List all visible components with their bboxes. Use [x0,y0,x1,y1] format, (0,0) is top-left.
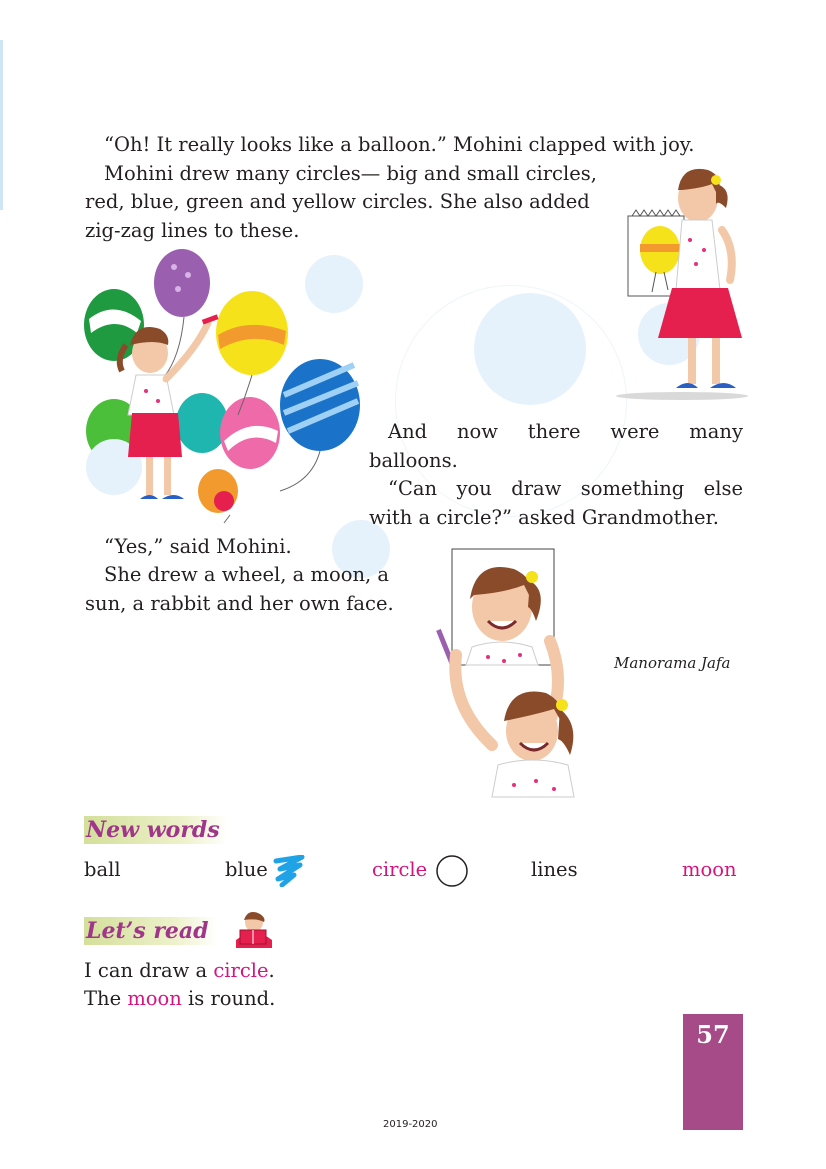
new-word-circle: circle [372,858,428,881]
lets-read-line-1 [84,959,275,982]
story-line: “Yes,” said Mohini. [104,535,292,558]
story-line: red, blue, green and yellow circles. She also added [85,190,590,213]
story-line: She drew a wheel, a moon, a [104,563,390,586]
story-line: zig-zag lines to these. [85,219,300,242]
story-line: sun, a rabbit and her own face. [85,592,394,615]
story-line: “Oh! It really looks like a balloon.” Mohini clapped with joy. [104,133,695,156]
blue-scribble-icon [272,855,306,887]
highlight-word: moon [127,987,182,1010]
girl-with-self-portrait-illustration [432,545,602,800]
story-line: “Can you draw something else [388,477,743,500]
girl-with-balloons-illustration [84,245,364,530]
story-line: And now there were many [388,420,743,443]
circle-icon [435,854,469,888]
sentence-text: I can draw a [84,959,214,982]
reading-girl-icon [230,910,276,950]
new-word-lines: lines [531,858,578,881]
story-line: Mohini drew many circles— big and small circles, [104,162,597,185]
author-name: Manorama Jafa [614,654,731,672]
sentence-text: . [268,959,275,982]
sentence-text: is round. [181,987,276,1010]
highlight-word: circle [213,959,269,982]
new-words-heading: New words [84,816,228,844]
page-number-box [683,1014,743,1130]
sentence-text: The [84,987,128,1010]
page-edge-strip [0,40,3,210]
girl-with-balloon-drawing-illustration [612,160,752,420]
new-word-ball: ball [84,858,121,881]
lets-read-line-2 [84,987,275,1010]
background-circle [474,293,586,405]
lets-read-heading: Let’s read [84,917,217,945]
new-word-blue: blue [225,858,268,881]
footer-year: 2019-2020 [383,1119,438,1130]
story-line: with a circle?” asked Grandmother. [369,506,719,529]
page-number: 57 [696,1020,730,1049]
new-word-moon: moon [682,858,737,881]
story-line: balloons. [369,449,458,472]
